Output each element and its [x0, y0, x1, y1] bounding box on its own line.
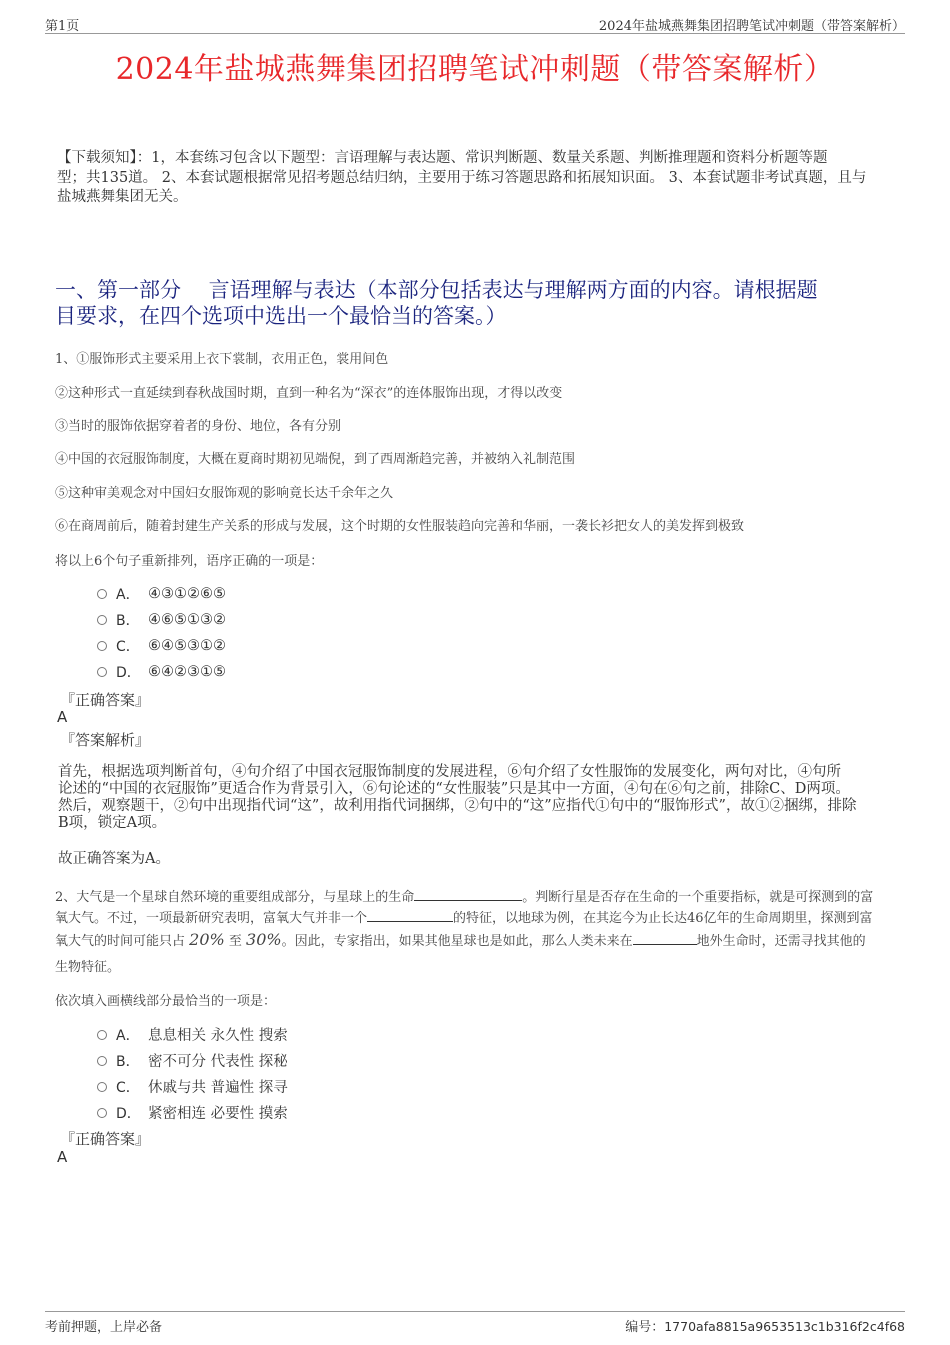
option-letter: B．	[116, 1053, 140, 1070]
download-notice	[57, 149, 902, 208]
q2-stem-line	[55, 907, 905, 926]
q2-prompt: 依次填入画横线部分最恰当的一项是：	[55, 994, 277, 1009]
radio-icon[interactable]	[97, 1082, 107, 1092]
q1-answer-label: 『正确答案』	[60, 691, 151, 709]
q2-stem-line	[55, 930, 905, 949]
option-letter: D．	[116, 665, 141, 681]
footer-slogan: 考前押题，上岸必备	[45, 1320, 163, 1335]
section-heading-line: 目要求，在四个选项中选出一个最恰当的答案。）	[55, 304, 507, 328]
q2-option-d[interactable]	[97, 1102, 288, 1123]
option-text: ④⑥⑤①③②	[148, 612, 226, 628]
q2-answer: A	[57, 1148, 68, 1166]
option-text: ⑥④⑤③①②	[148, 638, 226, 654]
option-text: ⑥④②③①⑤	[148, 664, 226, 680]
notice-line: 盐城燕舞集团无关。	[57, 189, 188, 205]
code-label: 编号：	[625, 1320, 665, 1335]
footer-rule	[45, 1311, 905, 1312]
analysis-line: 然后，观察题干，②句中出现指代词“这”，故利用指代词捆绑，②句中的“这”应指代①句中的“服饰形式”，故①②捆绑，排除	[58, 798, 857, 814]
code-value: 1770afa8815a9653513c1b316f2c4f68	[664, 1319, 905, 1334]
option-letter: D．	[116, 1105, 141, 1122]
fill-blank-1	[414, 888, 522, 901]
q2-text: 地外生命时，还需寻找其他的	[696, 934, 866, 949]
option-letter: A．	[116, 1027, 140, 1044]
q2-option-c[interactable]	[97, 1076, 288, 1097]
q1-sentence: ⑥在商周前后，随着封建生产关系的形成与发展，这个时期的女性服装趋向完善和华丽，一袭长衫把女人的美发挥到极致	[55, 519, 745, 534]
q2-option-a[interactable]	[97, 1024, 288, 1045]
percent-value: 20%	[189, 930, 225, 949]
q2-text: 2、大气是一个星球自然环境的重要组成部分，与星球上的生命	[55, 890, 415, 905]
document-title: 2024年盐城燕舞集团招聘笔试冲刺题（带答案解析）	[115, 52, 835, 87]
option-text: 密不可分 代表性 探秘	[148, 1054, 288, 1070]
q2-stem-line	[55, 886, 905, 905]
q1-option-c[interactable]	[97, 636, 226, 656]
radio-icon[interactable]	[97, 1030, 107, 1040]
option-text: 紧密相连 必要性 摸索	[148, 1106, 288, 1122]
q1-answer: A	[57, 708, 68, 726]
radio-icon[interactable]	[97, 1056, 107, 1066]
header-rule	[45, 33, 905, 34]
q2-text: 氧大气的时间可能只占	[55, 934, 186, 949]
percent-value: 30%	[246, 930, 282, 949]
q1-sentence: 1、①服饰形式主要采用上衣下裳制，衣用正色，裳用间色	[55, 352, 389, 367]
q1-conclusion: 故正确答案为A。	[58, 851, 170, 867]
document-code	[625, 1316, 905, 1335]
q1-prompt: 将以上6个句子重新排列，语序正确的一项是：	[55, 554, 324, 569]
q1-sentence: ⑤这种审美观念对中国妇女服饰观的影响竟长达千余年之久	[55, 486, 394, 501]
running-header-title: 2024年盐城燕舞集团招聘笔试冲刺题（带答案解析）	[598, 19, 905, 34]
section-heading-line: 一、第一部分 言语理解与表达（本部分包括表达与理解两方面的内容。请根据题	[55, 278, 818, 302]
q1-option-b[interactable]	[97, 610, 226, 630]
q2-text: 至	[228, 934, 242, 949]
option-text: 息息相关 永久性 搜索	[148, 1028, 288, 1044]
section-heading	[55, 277, 905, 329]
q1-sentence: ②这种形式一直延续到春秋战国时期，直到一种名为“深衣”的连体服饰出现，才得以改变	[55, 386, 563, 401]
option-letter: C．	[116, 639, 140, 655]
radio-icon[interactable]	[97, 667, 107, 677]
option-letter: C．	[116, 1079, 140, 1096]
q2-text: 。因此，专家指出，如果其他星球也是如此，那么人类未来在	[281, 934, 633, 949]
q1-sentence: ④中国的衣冠服饰制度，大概在夏商时期初见端倪，到了西周渐趋完善，并被纳入礼制范围	[55, 452, 576, 467]
analysis-line: B项，锁定A项。	[58, 815, 167, 831]
page-number: 第1页	[45, 19, 80, 34]
option-letter: A．	[116, 587, 140, 603]
analysis-line: 首先，根据选项判断首句，④句介绍了中国衣冠服饰制度的发展进程，⑥句介绍了女性服饰的发展变化，两句对比，④句所	[58, 764, 841, 780]
q1-sentence: ③当时的服饰依据穿着者的身份、地位，各有分别	[55, 419, 342, 434]
q2-option-b[interactable]	[97, 1050, 288, 1071]
fill-blank-3	[633, 932, 697, 945]
notice-line: 型；共135道。 2、本套试题根据常见招考题总结归纳，主要用于练习答题思路和拓展知识面。 3、本套试题非考试真题，且与	[57, 169, 867, 186]
q1-option-d[interactable]	[97, 662, 226, 682]
radio-icon[interactable]	[97, 641, 107, 651]
q1-analysis	[58, 764, 900, 832]
q1-analysis-label: 『答案解析』	[60, 731, 151, 749]
notice-line: 【下载须知】：1，本套练习包含以下题型：言语理解与表达题、常识判断题、数量关系题、判断推理题和资料分析题等题	[57, 150, 828, 166]
radio-icon[interactable]	[97, 615, 107, 625]
q2-answer-label: 『正确答案』	[60, 1130, 151, 1148]
option-text: ④③①②⑥⑤	[148, 586, 226, 602]
option-letter: B．	[116, 613, 140, 629]
q2-stem-line: 生物特征。	[55, 960, 121, 975]
option-text: 休戚与共 普遍性 探寻	[148, 1080, 288, 1096]
radio-icon[interactable]	[97, 589, 107, 599]
radio-icon[interactable]	[97, 1108, 107, 1118]
q2-text: 的特征，以地球为例，在其迄今为止长达46亿年的生命周期里，探测到富	[453, 911, 873, 926]
q2-text: 氧大气。不过，一项最新研究表明，富氧大气并非一个	[55, 911, 368, 926]
q2-text: 。判断行星是否存在生命的一个重要指标，就是可探测到的富	[522, 890, 874, 905]
analysis-line: 论述的“中国的衣冠服饰”更适合作为背景引入，⑥句论述的“女性服装”只是其中一方面，④句在⑥句之前，排除C、D两项。	[58, 781, 850, 797]
q1-option-a[interactable]	[97, 584, 226, 604]
fill-blank-2	[367, 909, 453, 922]
